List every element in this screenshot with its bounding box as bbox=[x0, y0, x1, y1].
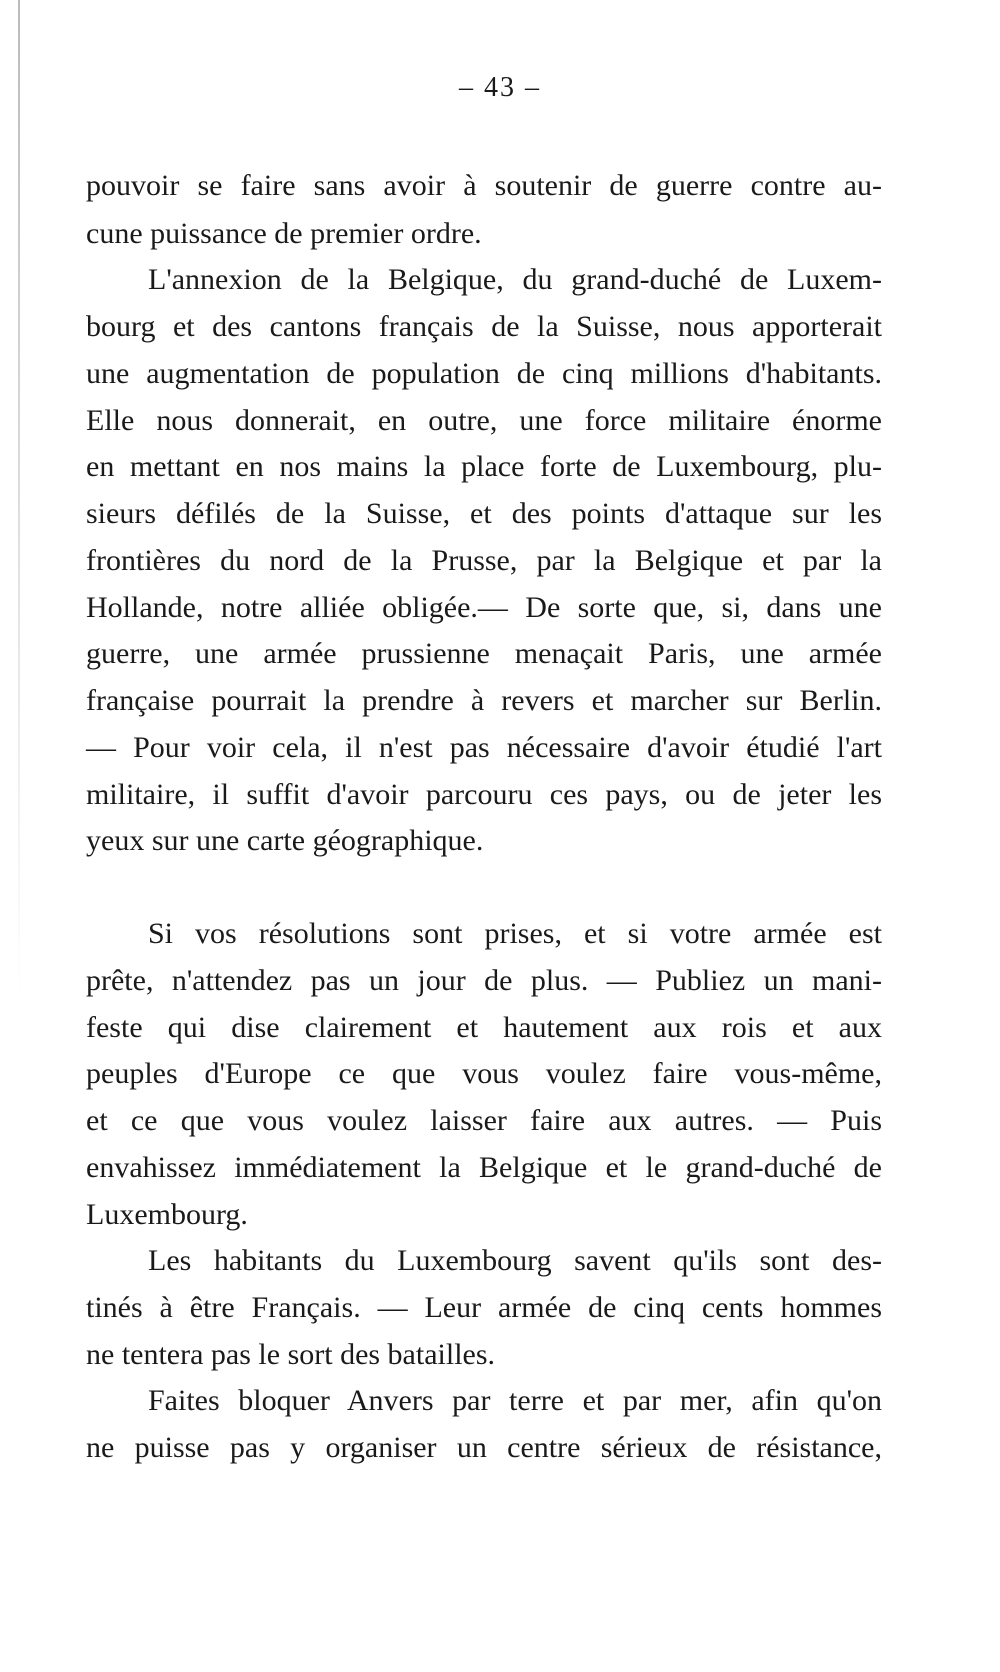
text-line: française pourrait la prendre à revers et marcher sur Berlin. bbox=[86, 684, 882, 717]
text-line: Si vos résolutions sont prises, et si votre armée est bbox=[148, 917, 882, 950]
text-line: prête, n'attendez pas un jour de plus. — Publiez un mani- bbox=[86, 964, 882, 997]
text-line: Hollande, notre alliée obligée.— De sorte que, si, dans une bbox=[86, 591, 882, 624]
text-line: bourg et des cantons français de la Suisse, nous apporterait bbox=[86, 310, 882, 343]
text-line: feste qui dise clairement et hautement aux rois et aux bbox=[86, 1011, 882, 1044]
text-line: tinés à être Français. — Leur armée de cinq cents hommes bbox=[86, 1291, 882, 1324]
text-line: en mettant en nos mains la place forte de Luxembourg, plu- bbox=[86, 450, 882, 483]
text-line: peuples d'Europe ce que vous voulez faire vous-même, bbox=[86, 1057, 882, 1090]
text-line: envahissez immédiatement la Belgique et le grand-duché de bbox=[86, 1151, 882, 1184]
page-edge-shadow bbox=[18, 0, 20, 1000]
text-line: ne puisse pas y organiser un centre sérieux de résistance, bbox=[86, 1431, 882, 1464]
text-line: sieurs défilés de la Suisse, et des points d'attaque sur les bbox=[86, 497, 882, 530]
page-number: – 43 – bbox=[459, 72, 541, 103]
text-line: ne tentera pas le sort des batailles. bbox=[86, 1338, 496, 1371]
text-line: et ce que vous voulez laisser faire aux autres. — Puis bbox=[86, 1104, 882, 1137]
text-line: Les habitants du Luxembourg savent qu'ils sont des- bbox=[148, 1244, 882, 1277]
text-line: L'annexion de la Belgique, du grand-duché de Luxem- bbox=[148, 263, 882, 296]
text-line: cune puissance de premier ordre. bbox=[86, 217, 482, 250]
text-line: pouvoir se faire sans avoir à soutenir de guerre contre au- bbox=[86, 169, 882, 202]
text-line: — Pour voir cela, il n'est pas nécessaire d'avoir étudié l'art bbox=[86, 731, 882, 764]
text-line: guerre, une armée prussienne menaçait Paris, une armée bbox=[86, 637, 882, 670]
text-line: une augmentation de population de cinq millions d'habitants. bbox=[86, 357, 882, 390]
text-line: militaire, il suffit d'avoir parcouru ces pays, ou de jeter les bbox=[86, 778, 882, 811]
text-line: Elle nous donnerait, en outre, une force militaire énorme bbox=[86, 404, 882, 437]
text-line: Faites bloquer Anvers par terre et par mer, afin qu'on bbox=[148, 1384, 882, 1417]
text-line: frontières du nord de la Prusse, par la Belgique et par la bbox=[86, 544, 882, 577]
text-line: yeux sur une carte géographique. bbox=[86, 824, 484, 857]
text-line: Luxembourg. bbox=[86, 1198, 248, 1231]
